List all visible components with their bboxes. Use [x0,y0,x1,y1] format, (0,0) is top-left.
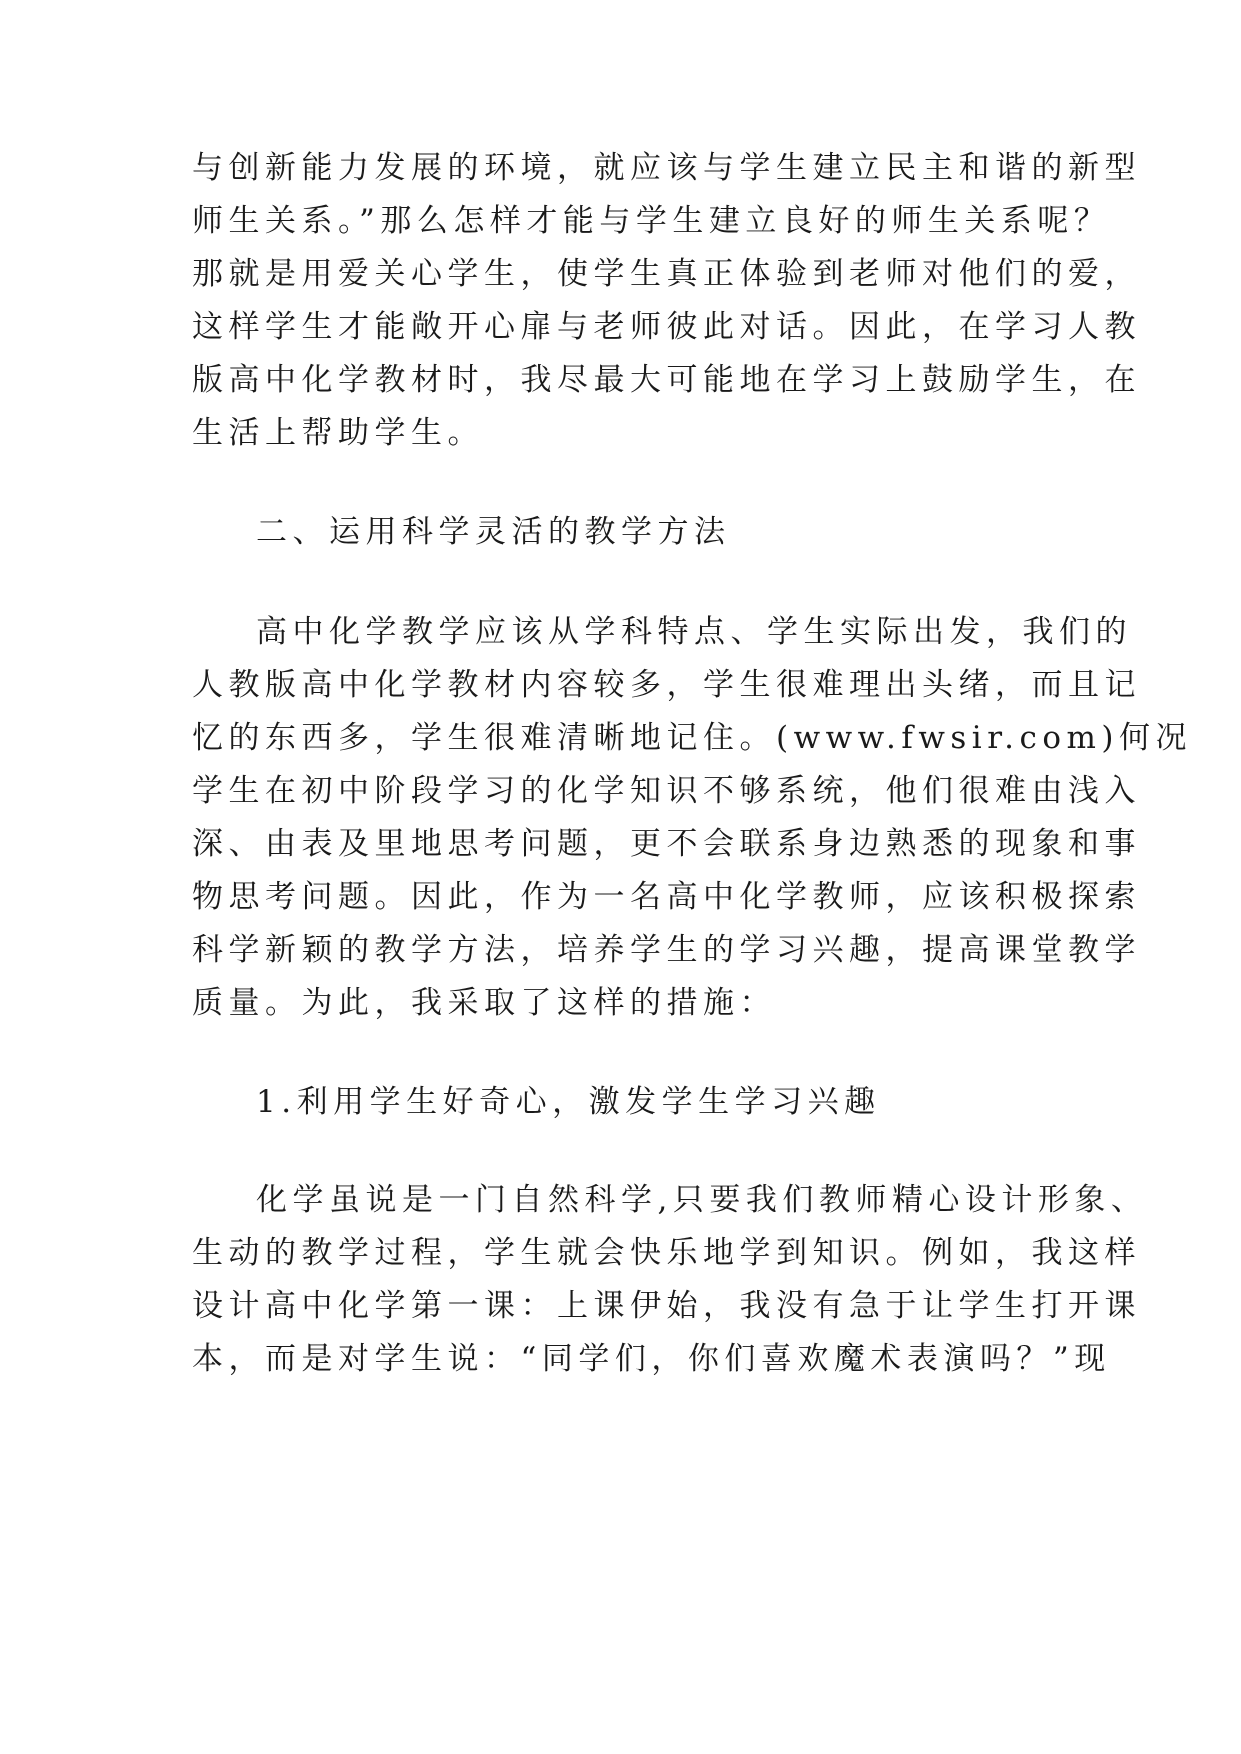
section-heading: 二、运用科学灵活的教学方法 [256,514,731,550]
text-line: 科学新颖的教学方法，培养学生的学习兴趣，提高课堂教学 [192,932,1141,968]
text-line: 生活上帮助学生。 [192,415,484,451]
text-line: 这样学生才能敞开心扉与老师彼此对话。因此，在学习人教 [192,309,1141,345]
text-line: 师生关系。”那么怎样才能与学生建立良好的师生关系呢？ [192,203,1111,239]
text-line: 本，而是对学生说：“同学们，你们喜欢魔术表演吗？”现 [192,1341,1111,1377]
text-line: 与创新能力发展的环境，就应该与学生建立民主和谐的新型 [192,150,1141,186]
text-line: 生动的教学过程，学生就会快乐地学到知识。例如，我这样 [192,1235,1141,1271]
text-line: 人教版高中化学教材内容较多，学生很难理出头绪，而且记 [192,667,1141,703]
subsection-heading: 1.利用学生好奇心，激发学生学习兴趣 [256,1084,881,1120]
text-line: 质量。为此，我采取了这样的措施： [192,985,776,1021]
text-line: 学生在初中阶段学习的化学知识不够系统，他们很难由浅入 [192,773,1141,809]
text-line: 忆的东西多，学生很难清晰地记住。(www.fwsir.com)何况 [192,720,1192,756]
text-line: 物思考问题。因此，作为一名高中化学教师，应该积极探索 [192,879,1141,915]
text-line: 化学虽说是一门自然科学,只要我们教师精心设计形象、 [256,1182,1148,1218]
text-line: 那就是用爱关心学生，使学生真正体验到老师对他们的爱， [192,256,1141,292]
text-line: 版高中化学教材时，我尽最大可能地在学习上鼓励学生，在 [192,362,1141,398]
text-line: 深、由表及里地思考问题，更不会联系身边熟悉的现象和事 [192,826,1141,862]
text-line: 高中化学教学应该从学科特点、学生实际出发，我们的 [256,614,1132,650]
text-line: 设计高中化学第一课：上课伊始，我没有急于让学生打开课 [192,1288,1141,1324]
